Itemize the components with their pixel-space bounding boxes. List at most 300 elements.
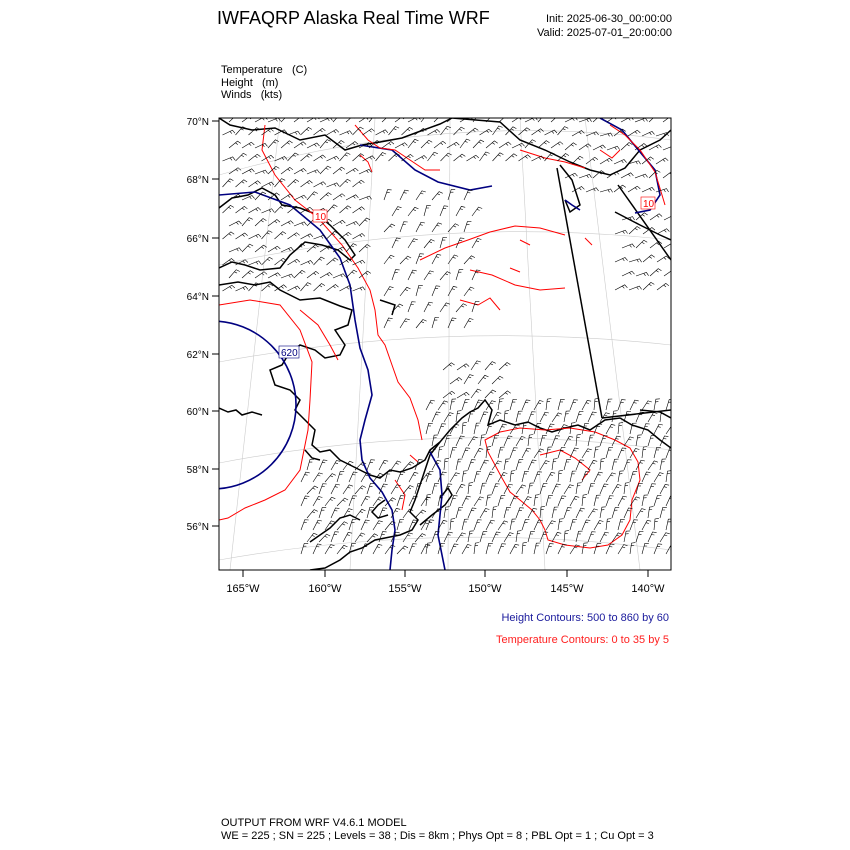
- wind-barb: [472, 207, 482, 216]
- wind-barb: [486, 424, 494, 434]
- wind-barb: [249, 181, 261, 187]
- wind-barb: [462, 471, 468, 482]
- wind-barb: [648, 532, 657, 542]
- wind-barb: [618, 519, 625, 530]
- wind-barb: [337, 472, 344, 483]
- lon-label-145: 145°W: [550, 583, 584, 595]
- wind-barb: [450, 447, 457, 458]
- wind-barb: [473, 140, 484, 148]
- graticule: [219, 118, 671, 570]
- wind-barb: [307, 170, 320, 174]
- wind-barb: [395, 116, 407, 123]
- wind-barb: [397, 472, 405, 482]
- wind-barb: [426, 400, 435, 410]
- wind-barb: [408, 270, 417, 280]
- wind-barb: [485, 390, 496, 398]
- wind-barb: [492, 484, 500, 494]
- wind-barb: [660, 459, 666, 470]
- wind-barb: [480, 460, 489, 470]
- wind-barb: [432, 483, 439, 494]
- wind-barb: [389, 153, 400, 161]
- wind-barb: [255, 219, 266, 227]
- wind-barb: [588, 435, 594, 446]
- wind-barb: [249, 208, 261, 214]
- wind-barb: [268, 273, 280, 278]
- lat-label-64: 64°N: [186, 292, 209, 303]
- wind-barb: [468, 482, 473, 494]
- wind-barb: [424, 302, 433, 312]
- wind-barb: [275, 205, 286, 213]
- init-time: Init: 2025-06-30_00:00:00: [546, 13, 672, 25]
- wind-barb: [367, 460, 375, 470]
- wind-barb: [654, 447, 661, 458]
- wind-barb: [456, 507, 463, 518]
- wind-barb: [346, 168, 358, 174]
- wind-barb: [564, 508, 572, 518]
- wind-barb: [582, 400, 591, 410]
- wind-barb: [249, 128, 261, 135]
- wind-barb: [320, 193, 332, 200]
- lat-label-66: 66°N: [186, 234, 209, 245]
- wind-barb: [307, 271, 319, 278]
- wind-barb: [382, 142, 394, 149]
- wind-barb: [464, 319, 473, 329]
- wind-barb: [649, 145, 661, 150]
- wind-barb: [582, 543, 588, 554]
- wind-barb: [615, 258, 628, 263]
- wind-barb: [355, 509, 366, 518]
- wind-barb: [223, 285, 235, 291]
- wind-barb: [480, 129, 492, 135]
- wind-barb: [424, 271, 434, 280]
- wind-barb: [552, 459, 558, 470]
- lon-label-140: 140°W: [631, 583, 665, 595]
- wind-barb: [438, 447, 444, 458]
- wind-barb: [450, 399, 456, 410]
- wind-barb: [223, 130, 236, 135]
- wind-barb: [522, 542, 527, 554]
- wind-barb: [242, 116, 254, 123]
- wind-barb: [468, 531, 474, 542]
- wind-barb: [624, 531, 630, 542]
- wind-barb: [236, 233, 248, 239]
- wind-barb: [614, 160, 627, 165]
- wind-barb: [467, 155, 479, 161]
- wind-barb: [600, 484, 608, 494]
- wind-barb: [415, 534, 426, 542]
- latitude-ticks: [212, 121, 219, 526]
- wind-barb: [307, 510, 318, 518]
- wind-barb: [506, 154, 518, 161]
- wind-barb: [408, 139, 419, 148]
- field-temperature-name: Temperature: [221, 64, 283, 76]
- wind-barb: [373, 521, 383, 530]
- wind-barb: [612, 459, 619, 470]
- wind-barb: [340, 179, 351, 187]
- wind-barb: [606, 496, 614, 506]
- wind-barb: [642, 187, 655, 192]
- wind-barb: [397, 519, 404, 530]
- wind-barb: [622, 271, 635, 276]
- wind-barb: [385, 545, 395, 554]
- wind-barb: [314, 284, 325, 292]
- wind-barb: [395, 143, 407, 148]
- wind-barb: [408, 239, 418, 248]
- wind-barb: [333, 194, 345, 200]
- wind-barb: [359, 245, 370, 253]
- wind-barb: [450, 544, 458, 554]
- wind-barb: [607, 116, 619, 122]
- coastline: [219, 118, 671, 570]
- wind-barb: [516, 531, 522, 542]
- wind-barb: [628, 130, 640, 136]
- wind-barb: [432, 412, 440, 422]
- wind-barb: [642, 472, 650, 482]
- wind-barb: [462, 496, 471, 506]
- wind-barb: [663, 115, 675, 122]
- wind-barb: [472, 239, 481, 249]
- wind-barb: [657, 256, 669, 262]
- wind-barb: [570, 496, 579, 506]
- wind-barb: [540, 412, 549, 422]
- wind-barb: [353, 287, 366, 291]
- wind-barb: [314, 128, 326, 135]
- wind-barb: [434, 141, 446, 148]
- wind-barb: [528, 435, 533, 447]
- wind-barb: [301, 181, 313, 188]
- wind-barb: [546, 399, 551, 411]
- wind-barb: [416, 222, 425, 232]
- wind-barb: [340, 153, 351, 161]
- lat-label-56: 56°N: [186, 522, 209, 533]
- wind-barb: [499, 142, 511, 148]
- wind-barb: [630, 400, 639, 410]
- wind-barb: [325, 497, 335, 506]
- wind-barb: [600, 532, 609, 542]
- wind-barb: [540, 461, 550, 470]
- lat-label-60: 60°N: [186, 407, 209, 418]
- wind-barb: [325, 474, 336, 482]
- wind-barb: [367, 484, 374, 495]
- wind-barb: [522, 497, 532, 506]
- wind-barb: [242, 218, 253, 226]
- wind-barb: [504, 436, 512, 446]
- wind-barb: [294, 222, 307, 226]
- wind-barb: [229, 141, 241, 148]
- wind-barb: [464, 256, 475, 264]
- wind-barb: [486, 520, 495, 530]
- wind-barb: [498, 521, 508, 530]
- wind-barb: [275, 232, 287, 239]
- wind-barb: [464, 190, 472, 200]
- wind-barb: [229, 248, 242, 252]
- wind-barb: [331, 532, 339, 542]
- wind-barb: [464, 222, 471, 233]
- wind-barb: [657, 229, 669, 234]
- lat-label-70: 70°N: [186, 117, 209, 128]
- wind-barb: [327, 156, 340, 161]
- wind-barb: [349, 472, 357, 482]
- wind-barb: [576, 508, 585, 518]
- wind-barb: [552, 532, 561, 542]
- wind-barb: [492, 507, 497, 519]
- wind-barb: [408, 302, 416, 312]
- wind-barb: [558, 399, 565, 410]
- wind-barb: [636, 272, 649, 276]
- wind-barb: [622, 244, 635, 248]
- wind-barb: [301, 520, 309, 530]
- wind-barb: [586, 157, 598, 164]
- wind-barb: [319, 484, 327, 494]
- wind-barb: [314, 155, 326, 161]
- wind-barb: [510, 519, 516, 530]
- wind-barb: [546, 544, 554, 554]
- wind-barb: [294, 115, 306, 122]
- wind-barb: [363, 129, 375, 135]
- wind-barb: [558, 496, 566, 506]
- contour-notes: [496, 607, 669, 651]
- field-height-name: Height: [221, 76, 253, 89]
- wind-barb: [660, 533, 670, 542]
- wind-barb: [606, 399, 612, 410]
- wind-barb: [236, 153, 247, 161]
- wind-barb: [268, 246, 280, 252]
- wind-barb: [499, 391, 511, 398]
- wind-barb: [340, 131, 353, 135]
- wind-barb: [384, 224, 395, 232]
- contour-labels: [279, 197, 655, 359]
- wind-barb: [636, 509, 646, 518]
- wind-barb: [376, 130, 388, 135]
- wind-barb: [664, 215, 677, 220]
- wind-barb: [376, 153, 387, 162]
- wind-barb: [546, 495, 553, 506]
- field-height-unit: (m): [261, 76, 279, 89]
- wind-barb: [320, 166, 331, 174]
- wind-barb: [486, 472, 494, 482]
- wind-barb: [373, 544, 382, 554]
- wind-barb: [340, 206, 352, 213]
- wind-barb: [421, 140, 432, 148]
- wind-barb: [301, 154, 313, 161]
- wind-barb: [319, 460, 327, 470]
- wind-barb: [654, 496, 661, 507]
- wind-barb: [403, 533, 413, 542]
- wind-barb: [600, 436, 608, 446]
- wind-barb: [485, 362, 496, 370]
- wind-barb: [635, 118, 648, 122]
- wind-barb: [307, 143, 320, 148]
- wind-barb: [456, 459, 462, 470]
- wind-barb: [333, 167, 345, 174]
- wind-barb: [400, 287, 411, 296]
- wind-barb: [480, 152, 490, 161]
- wind-barb: [486, 543, 493, 554]
- wind-barb: [654, 473, 664, 482]
- wind-barb: [650, 269, 662, 276]
- wind-barb: [346, 222, 359, 227]
- wind-barb: [528, 412, 536, 422]
- wind-barb: [447, 142, 459, 148]
- wind-barb: [438, 472, 447, 482]
- wind-barb: [534, 520, 543, 530]
- wind-barb: [319, 508, 326, 519]
- wind-barb: [558, 519, 564, 530]
- wind-barb: [327, 205, 338, 213]
- wind-barb: [660, 507, 667, 518]
- wind-barb: [558, 544, 567, 554]
- wind-barb: [588, 532, 596, 542]
- wind-barb: [268, 118, 281, 122]
- wind-barb: [397, 546, 408, 554]
- wind-barb: [464, 375, 474, 384]
- wind-barb: [249, 261, 262, 265]
- wind-barb: [379, 460, 388, 470]
- wind-barb: [624, 483, 629, 495]
- wind-barb: [301, 544, 308, 555]
- wind-barb: [606, 424, 615, 434]
- wind-barb: [331, 484, 340, 494]
- wind-barb: [664, 242, 676, 248]
- wind-barb: [534, 495, 540, 506]
- wind-barb: [457, 392, 469, 398]
- wind-barb: [288, 233, 300, 239]
- wind-barb: [552, 413, 562, 422]
- wind-barb: [594, 544, 601, 555]
- wind-barb: [327, 130, 339, 136]
- wind-barb: [582, 472, 590, 482]
- wind-barb: [643, 282, 654, 290]
- wind-barb: [532, 129, 544, 135]
- wind-barb: [498, 399, 504, 410]
- wind-barb: [426, 472, 433, 483]
- wind-barb: [301, 496, 309, 506]
- wind-barb: [255, 272, 267, 278]
- wind-barb: [403, 486, 414, 495]
- wind-barb: [355, 486, 366, 494]
- wind-barb: [654, 424, 663, 434]
- longitude-ticks: [243, 570, 648, 577]
- wind-barb: [618, 496, 627, 506]
- wind-barb: [314, 182, 326, 187]
- lon-label-165: 165°W: [226, 583, 260, 595]
- wind-barb: [558, 470, 563, 482]
- wind-barb: [532, 156, 545, 161]
- wind-barb: [460, 139, 470, 148]
- wind-barb: [346, 195, 358, 200]
- wind-barb: [654, 518, 659, 530]
- wind-barb: [628, 186, 640, 192]
- wind-barb: [474, 543, 479, 555]
- wind-barb: [416, 320, 427, 329]
- lon-label-150: 150°W: [468, 583, 502, 595]
- wind-barb: [528, 460, 536, 470]
- wind-barb: [313, 520, 322, 530]
- wind-barb: [516, 485, 526, 494]
- wind-barb: [249, 154, 261, 161]
- wind-barb: [522, 471, 529, 482]
- lat-label-68: 68°N: [186, 175, 209, 186]
- wind-barb: [337, 522, 348, 530]
- wind-barb: [474, 471, 481, 482]
- wind-barb: [384, 255, 394, 264]
- wind-barb: [307, 486, 318, 494]
- field-winds-name: Winds: [221, 89, 252, 101]
- wind-barb: [565, 143, 577, 150]
- wind-barb: [643, 255, 655, 262]
- plot-title: IWFAQRP Alaska Real Time WRF: [217, 8, 490, 28]
- wind-barb: [621, 173, 633, 178]
- wind-barb: [552, 484, 561, 494]
- field-temperature-unit: (C): [291, 64, 308, 76]
- wind-barb: [594, 472, 603, 482]
- wind-barb: [262, 182, 275, 187]
- wind-barb: [361, 496, 370, 506]
- wind-barb: [656, 158, 668, 164]
- wind-barb: [564, 459, 571, 470]
- wind-barb: [242, 169, 254, 174]
- wind-barb: [223, 179, 234, 187]
- wind-barb: [510, 448, 518, 458]
- latitude-labels: [187, 117, 209, 533]
- wind-barb: [301, 283, 312, 291]
- wind-barb: [492, 376, 503, 384]
- wind-barb: [288, 180, 299, 188]
- wind-barb: [462, 448, 470, 458]
- wind-barb: [307, 192, 318, 200]
- wind-barb: [400, 319, 410, 328]
- wind-barb: [648, 507, 654, 518]
- wind-barb: [307, 459, 314, 470]
- wind-barb: [540, 435, 547, 446]
- wind-barb: [236, 206, 248, 213]
- wind-barb: [648, 413, 657, 423]
- height-contour-label: 620: [281, 348, 298, 359]
- wind-barb: [450, 473, 460, 482]
- wind-barb: [474, 423, 480, 434]
- wind-barb: [384, 287, 394, 296]
- wind-barb: [333, 220, 345, 226]
- wind-barb: [416, 285, 423, 296]
- wind-barb: [642, 520, 651, 530]
- wind-barb: [359, 169, 372, 174]
- wind-barb: [648, 436, 655, 447]
- wind-barb: [576, 483, 582, 494]
- wind-barb: [468, 437, 478, 446]
- wind-barb: [242, 271, 254, 278]
- wind-barb: [528, 483, 534, 494]
- wind-barb: [606, 473, 616, 482]
- wind-barb: [516, 460, 523, 471]
- wind-barb: [607, 146, 620, 150]
- wind-barb: [579, 174, 592, 178]
- wind-barb: [331, 461, 340, 471]
- wind-barb: [629, 286, 642, 290]
- wind-barb: [294, 142, 306, 148]
- wind-barb: [301, 127, 312, 135]
- wind-barb: [636, 532, 643, 543]
- wind-barb: [456, 270, 463, 281]
- wind-barb: [353, 234, 365, 240]
- wind-barb: [570, 519, 577, 530]
- wind-barb: [229, 168, 241, 174]
- wind-barb: [288, 259, 300, 265]
- wind-barb: [320, 273, 332, 279]
- wind-barb: [528, 508, 537, 518]
- wind-barb: [618, 545, 628, 554]
- wind-barb: [594, 495, 601, 506]
- wind-barb: [570, 400, 578, 410]
